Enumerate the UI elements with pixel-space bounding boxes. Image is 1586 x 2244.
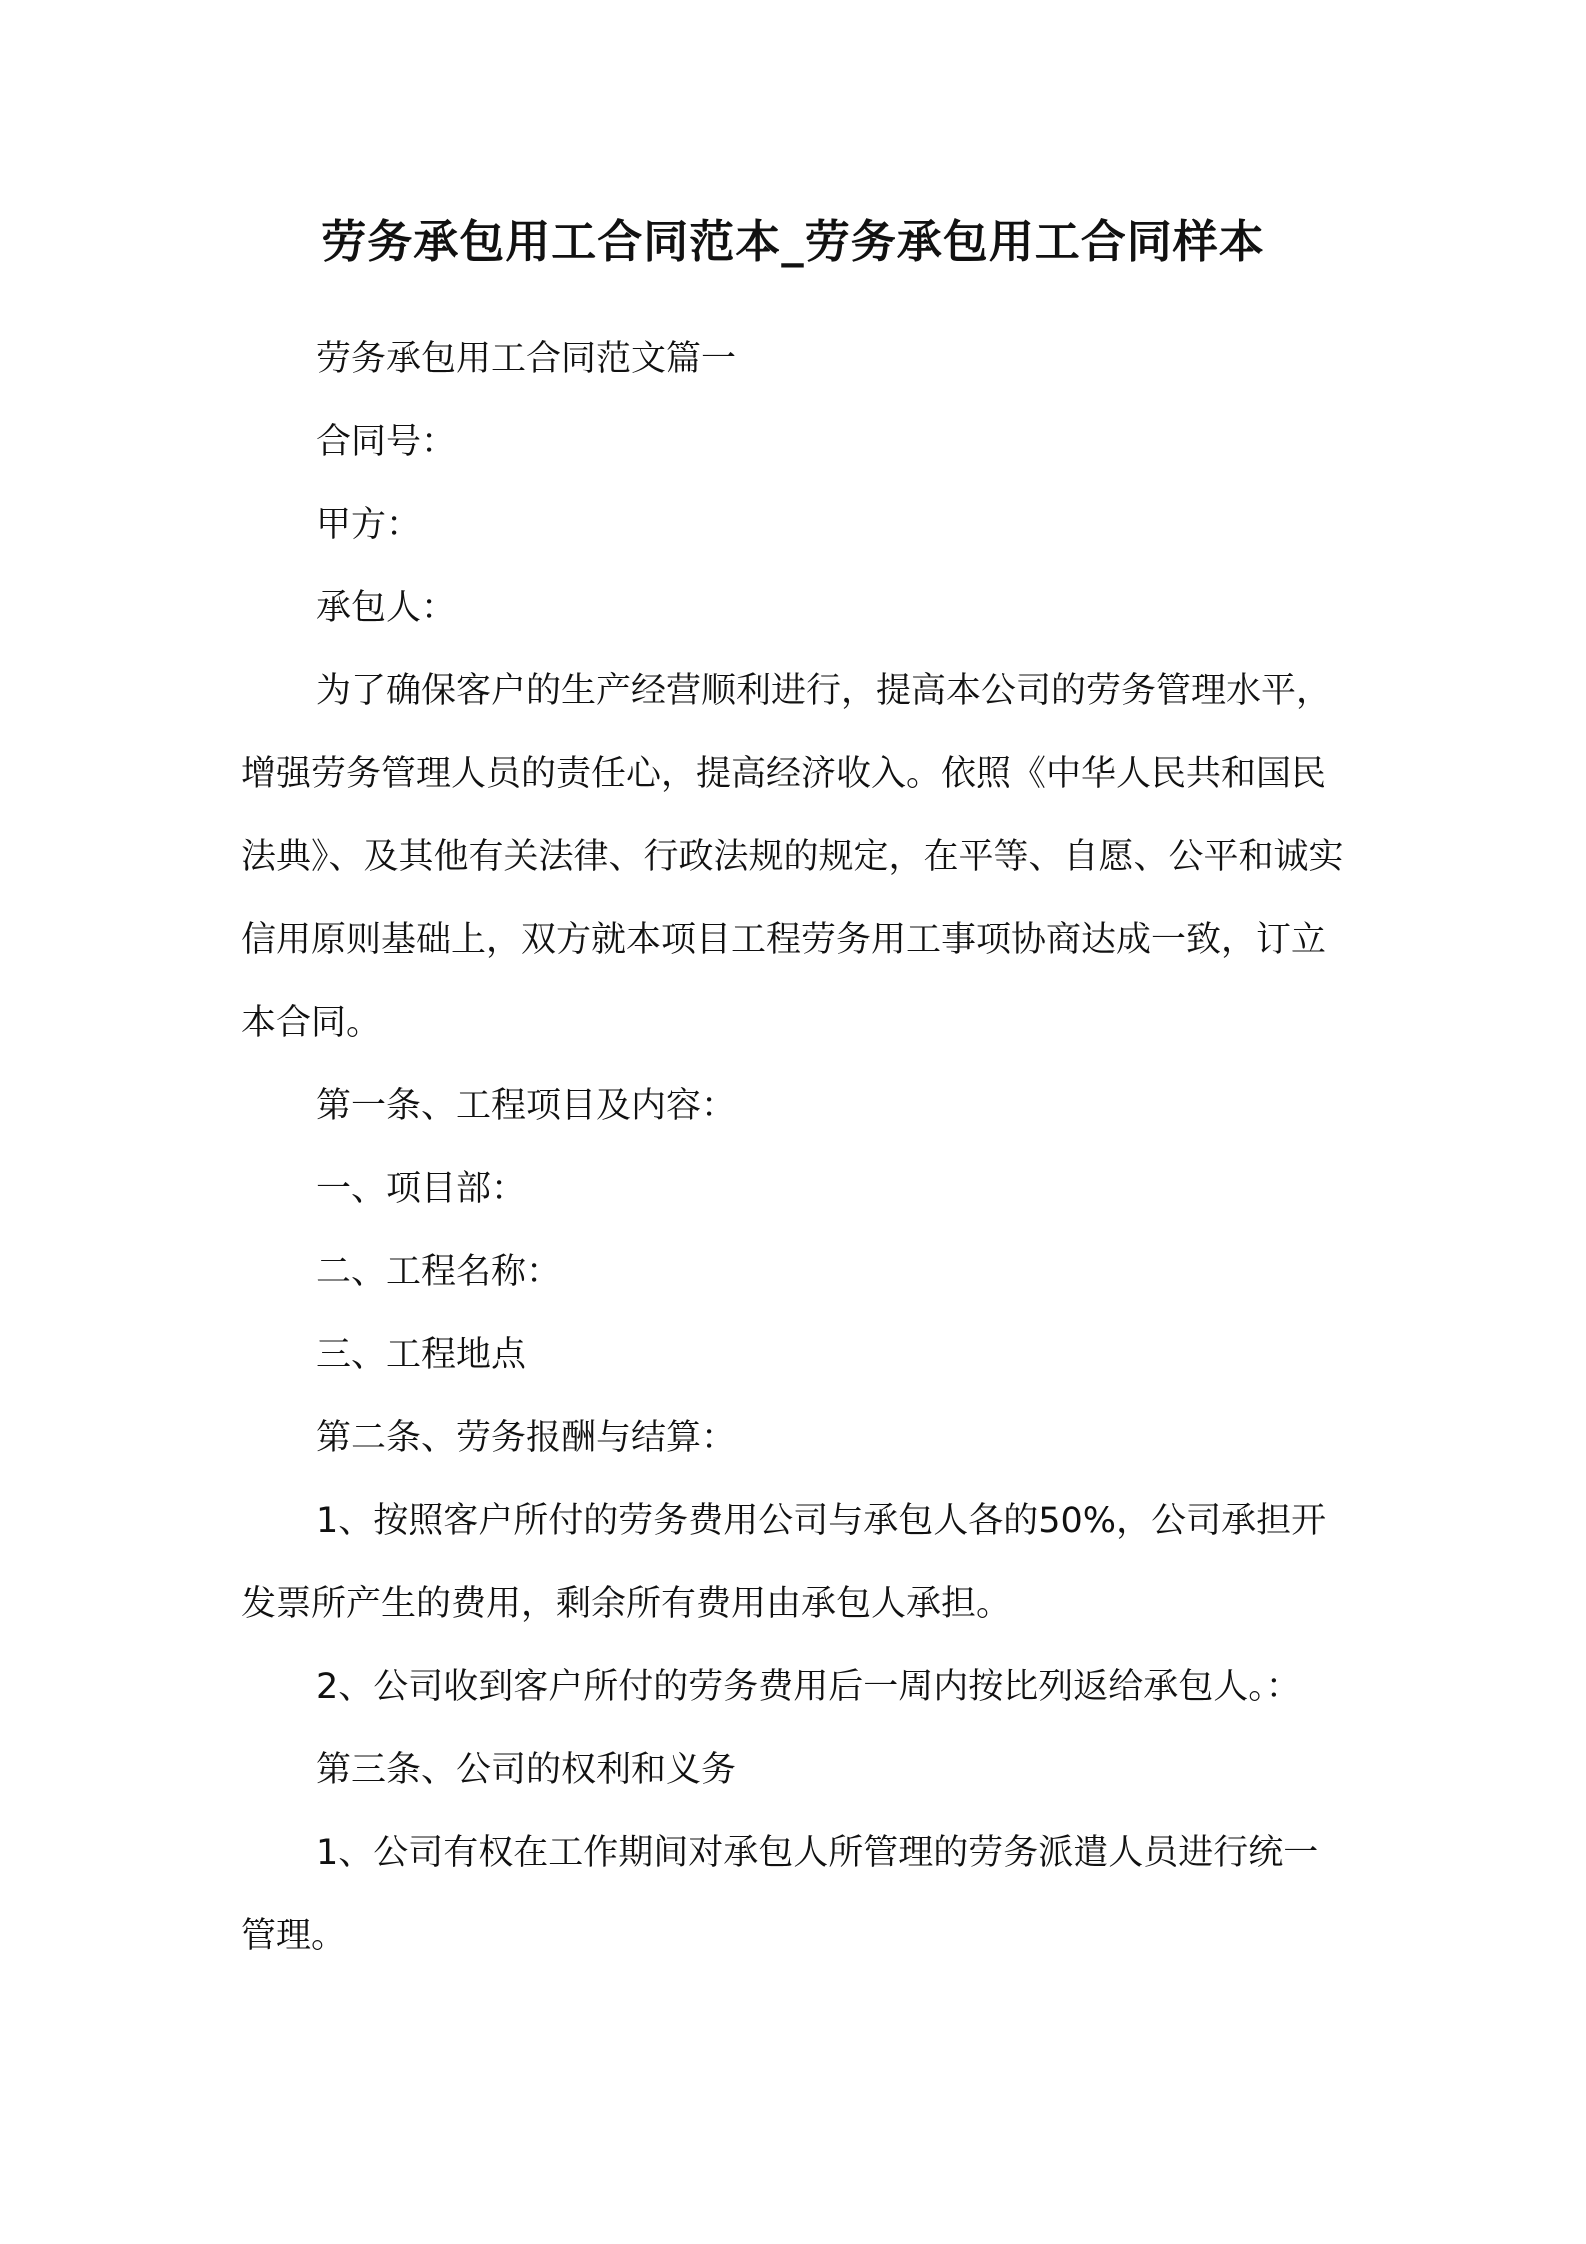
subtitle-paragraph: 劳务承包用工合同范文篇一 — [316, 339, 737, 379]
company-rights-clause-1: 1、公司有权在工作期间对承包人所管理的劳务派遣人员进行统一管理。 — [241, 1833, 1319, 1956]
article-three-heading: 第三条、公司的权利和义务 — [316, 1750, 737, 1790]
project-name-item: 二、工程名称： — [316, 1252, 562, 1292]
contractor-field: 承包人： — [316, 588, 457, 628]
payment-clause-2: 2、公司收到客户所付的劳务费用后一周内按比列返给承包人。： — [316, 1667, 1301, 1707]
document-title: 劳务承包用工合同范本_劳务承包用工合同样本 — [321, 215, 1265, 268]
article-two-heading: 第二条、劳务报酬与结算： — [316, 1418, 737, 1458]
payment-clause-1: 1、按照客户所付的劳务费用公司与承包人各的50%，公司承担开发票所产生的费用，剩余所有费用由承包人承担。 — [241, 1501, 1327, 1624]
article-one-heading: 第一条、工程项目及内容： — [316, 1086, 737, 1126]
document-body — [241, 318, 1351, 1978]
project-department-item: 一、项目部： — [316, 1169, 527, 1209]
project-location-item: 三、工程地点 — [316, 1335, 527, 1375]
preamble-paragraph: 为了确保客户的生产经营顺利进行，提高本公司的劳务管理水平，增强劳务管理人员的责任心，提高经济收入。依照《中华人民共和国民法典》、及其他有关法律、行政法规的规定，在平等、自愿、公平和诚实信用原则基础上，双方就本项目工程劳务用工事项协商达成一致，订立本合同。 — [241, 671, 1344, 1043]
party-a-field: 甲方： — [316, 505, 422, 545]
contract-number-field: 合同号： — [316, 422, 457, 462]
